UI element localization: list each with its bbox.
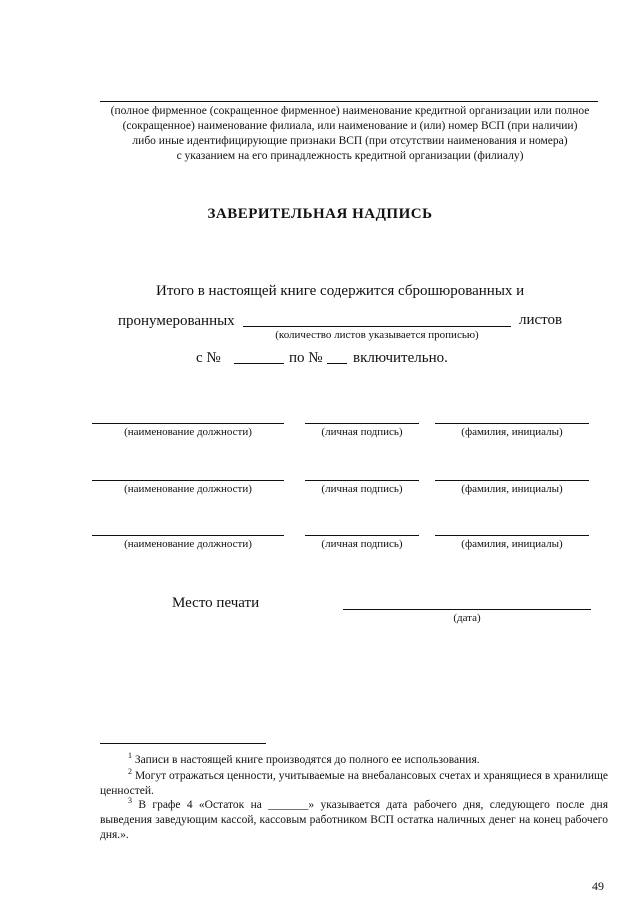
org-caption-line-4: с указанием на его принадлежность кредитной организации (филиалу) bbox=[176, 150, 524, 162]
org-caption-line-2: (сокращенное) наименование филиала, или наименование и (или) номер ВСП (при наличии) bbox=[122, 120, 578, 132]
footnote-text-1: Записи в настоящей книге производятся до полного ее использования. bbox=[134, 753, 480, 766]
org-caption-line-3: либо иные идентифицирующие признаки ВСП (при отсутствии наименования и номера) bbox=[132, 135, 568, 147]
signature-line-1[interactable] bbox=[305, 423, 419, 424]
org-caption-line-1: (полное фирменное (сокращенное фирменное) наименование кредитной организации или полное bbox=[110, 105, 590, 117]
position-caption-2: (наименование должности) bbox=[124, 483, 252, 495]
to-number-field[interactable] bbox=[327, 363, 347, 364]
footnote-mark-1: 1 bbox=[128, 751, 132, 760]
signature-caption-3: (личная подпись) bbox=[321, 538, 403, 550]
position-caption-1: (наименование должности) bbox=[124, 426, 252, 438]
signature-caption-2: (личная подпись) bbox=[321, 483, 403, 495]
sheet-count-caption: (количество листов указывается прописью) bbox=[275, 329, 479, 341]
statement-line-2-suffix: листов bbox=[519, 312, 563, 328]
name-line-2[interactable] bbox=[435, 480, 589, 481]
footnote-mark-2: 2 bbox=[128, 767, 132, 776]
document-title: ЗАВЕРИТЕЛЬНАЯ НАДПИСЬ bbox=[207, 206, 433, 222]
from-number-field[interactable] bbox=[234, 363, 284, 364]
seal-place-label: Место печати bbox=[172, 595, 260, 611]
to-number-label: по № bbox=[289, 350, 323, 366]
date-field[interactable] bbox=[343, 609, 591, 610]
signature-caption-1: (личная подпись) bbox=[321, 426, 403, 438]
org-name-line bbox=[100, 101, 598, 102]
position-line-1[interactable] bbox=[92, 423, 284, 424]
name-caption-2: (фамилия, инициалы) bbox=[461, 483, 563, 495]
name-caption-3: (фамилия, инициалы) bbox=[461, 538, 563, 550]
footnote-separator bbox=[100, 743, 266, 744]
org-name-caption bbox=[100, 104, 600, 164]
page-number: 49 bbox=[592, 879, 604, 893]
name-line-3[interactable] bbox=[435, 535, 589, 536]
statement-line-1: Итого в настоящей книге содержится сброшюрованных и bbox=[156, 283, 525, 299]
signature-line-3[interactable] bbox=[305, 535, 419, 536]
statement-line-2-prefix: пронумерованных bbox=[118, 313, 235, 329]
name-line-1[interactable] bbox=[435, 423, 589, 424]
sheet-count-field[interactable] bbox=[243, 326, 511, 327]
footnote-text-3: В графе 4 «Остаток на _______» указывается дата рабочего дня, следующего после дня выведения заведующим кассой, кассовым работником ВСП остатка наличных денег на конец рабочего дня.». bbox=[100, 798, 608, 841]
name-caption-1: (фамилия, инициалы) bbox=[461, 426, 563, 438]
inclusive-label: включительно. bbox=[353, 350, 448, 366]
signature-line-2[interactable] bbox=[305, 480, 419, 481]
footnote-mark-3: 3 bbox=[128, 796, 132, 805]
date-caption: (дата) bbox=[453, 612, 481, 624]
footnote-3 bbox=[100, 793, 608, 843]
footnote-text-2: Могут отражаться ценности, учитываемые на внебалансовых счетах и хранящиеся в хранилище ценностей. bbox=[100, 769, 609, 797]
position-line-2[interactable] bbox=[92, 480, 284, 481]
from-number-label: с № bbox=[196, 350, 221, 366]
position-line-3[interactable] bbox=[92, 535, 284, 536]
position-caption-3: (наименование должности) bbox=[124, 538, 252, 550]
